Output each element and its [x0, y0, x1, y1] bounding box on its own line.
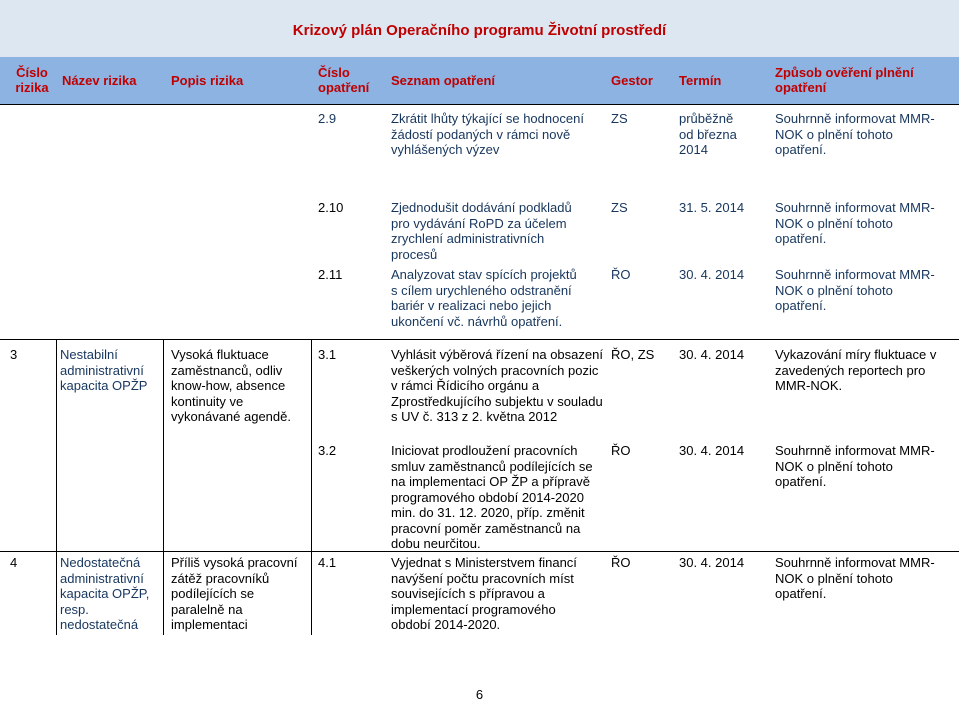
risk-name: Nestabilní administrativní kapacita OPŽP — [60, 347, 148, 393]
grid-line — [0, 339, 959, 340]
measure-text: Vyhlásit výběrová řízení na obsazení veškerých volných pracovních pozic v rámci Řídicího orgánu a Zprostředkujícího subjektu v souladu s UV č. 313 z 2. května 2012 — [391, 347, 603, 424]
measure-text: Analyzovat stav spících projektů s cílem urychleného odstranění bariér v realizaci nebo jejich ukončení vč. návrhů opatření. — [391, 267, 577, 329]
header-cislo-opatreni: Číslo opatření — [318, 65, 370, 95]
measure-number: 3.1 — [318, 347, 337, 362]
grid-line — [0, 104, 959, 105]
measure-gestor: ZS — [611, 200, 628, 215]
measure-verification: Souhrnně informovat MMR-NOK o plnění tohoto opatření. — [775, 443, 935, 489]
page-number: 6 — [475, 687, 484, 702]
header-zpusob-overeni: Způsob ověření plnění opatření — [775, 65, 914, 95]
measure-number: 2.9 — [318, 111, 337, 126]
header-popis-rizika: Popis rizika — [171, 73, 244, 88]
measure-termin: průběžně od března 2014 — [679, 111, 737, 157]
measure-verification: Souhrnně informovat MMR-NOK o plnění tohoto opatření. — [775, 555, 935, 601]
measure-termin: 30. 4. 2014 — [679, 267, 745, 282]
header-gestor: Gestor — [611, 73, 653, 88]
measure-number: 4.1 — [318, 555, 337, 570]
measure-termin: 31. 5. 2014 — [679, 200, 745, 215]
risk-name: Nedostatečná administrativní kapacita OPŽP, resp. nedostatečná — [60, 555, 150, 632]
grid-line — [163, 339, 164, 635]
measure-number: 2.11 — [318, 267, 343, 282]
header-cislo-rizika: Číslo rizika — [15, 65, 49, 95]
risk-number: 4 — [10, 555, 18, 570]
measure-verification: Vykazování míry fluktuace v zavedených reportech pro MMR-NOK. — [775, 347, 937, 393]
measure-verification: Souhrnně informovat MMR-NOK o plnění tohoto opatření. — [775, 111, 935, 157]
measure-gestor: ŘO — [611, 555, 631, 570]
measure-termin: 30. 4. 2014 — [679, 347, 745, 362]
measure-text: Vyjednat s Ministerstvem financí navýšení počtu pracovních míst souvisejících s přípravou a implementací programového období 2014-2020. — [391, 555, 577, 632]
measure-termin: 30. 4. 2014 — [679, 555, 745, 570]
measure-text: Iniciovat prodloužení pracovních smluv zaměstnanců podílejících se na implementaci OP ŽP a přípravě programového období 2014-2020 min. do 31. 12. 2020, příp. změnit pracovní poměr zaměstnanců na dobu neurčitou. — [391, 443, 593, 551]
header-seznam-opatreni: Seznam opatření — [391, 73, 496, 88]
measure-gestor: ŘO, ZS — [611, 347, 655, 362]
measure-verification: Souhrnně informovat MMR-NOK o plnění tohoto opatření. — [775, 200, 935, 246]
risk-description: Příliš vysoká pracovní zátěž pracovníků podílejících se paralelně na implementaci — [171, 555, 298, 632]
measure-text: Zkrátit lhůty týkající se hodnocení žádostí podaných v rámci nově vyhlášených výzev — [391, 111, 584, 157]
header-termin: Termín — [679, 73, 722, 88]
measure-number: 2.10 — [318, 200, 344, 215]
grid-line — [56, 339, 57, 635]
measure-gestor: ŘO — [611, 267, 631, 282]
risk-number: 3 — [10, 347, 18, 362]
measure-termin: 30. 4. 2014 — [679, 443, 745, 458]
grid-line — [311, 339, 312, 635]
measure-text: Zjednodušit dodávání podkladů pro vydávání RoPD za účelem zrychlení administrativních procesů — [391, 200, 572, 262]
measure-gestor: ZS — [611, 111, 628, 126]
page-title: Krizový plán Operačního programu Životní prostředí — [292, 22, 667, 39]
risk-description: Vysoká fluktuace zaměstnanců, odliv know-how, absence kontinuity ve vykonávané agendě. — [171, 347, 291, 424]
measure-verification: Souhrnně informovat MMR-NOK o plnění tohoto opatření. — [775, 267, 935, 313]
header-nazev-rizika: Název rizika — [62, 73, 137, 88]
measure-gestor: ŘO — [611, 443, 631, 458]
measure-number: 3.2 — [318, 443, 337, 458]
